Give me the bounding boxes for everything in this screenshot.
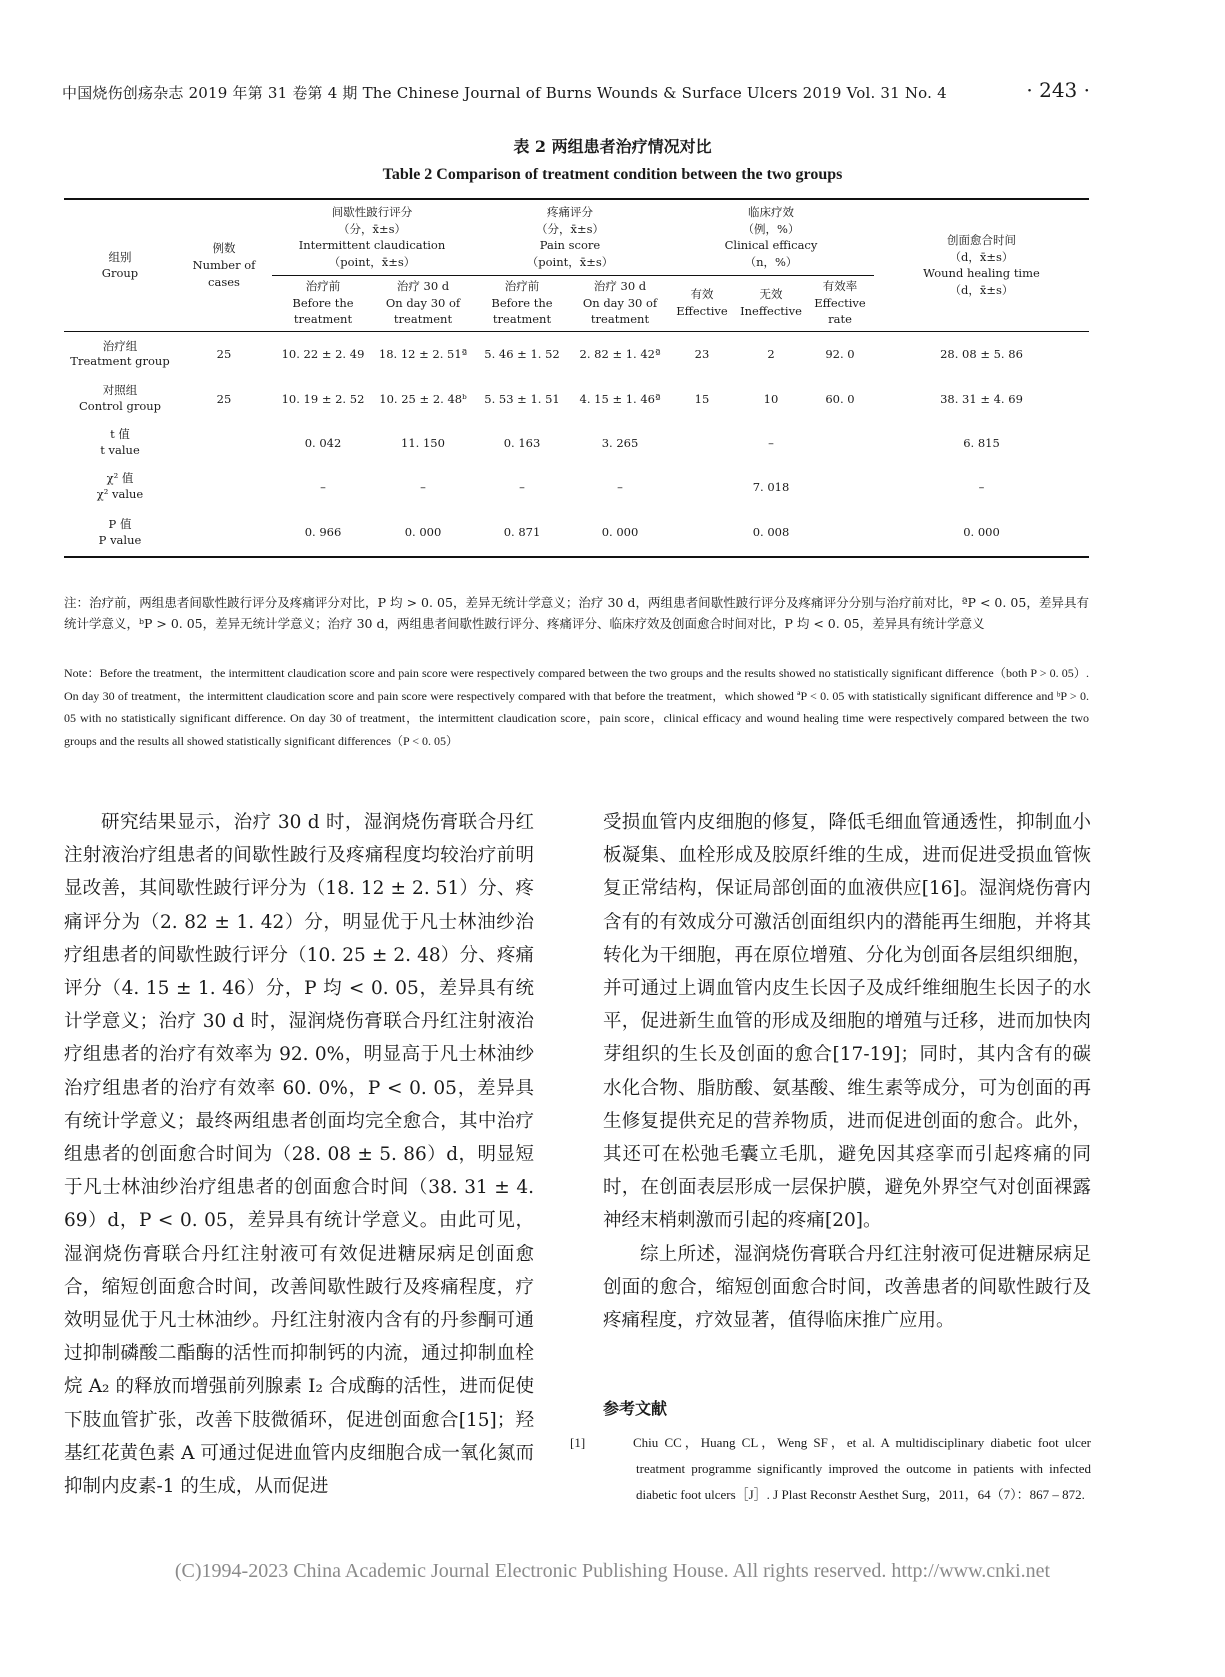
cell-cases: 25 [216,391,232,406]
cell-efficacy: 0. 008 [668,509,874,557]
row-label: t 值 t value [100,427,140,457]
table-row [64,421,1089,465]
header-clinical-efficacy: 临床疗效 （例，%） Clinical efficacy （n，%） [668,199,874,275]
table-note-en: Note：Before the treatment，the intermittent claudication score and pain score were respectively compared between the two groups and the results showed no statistically significant difference（both P > 0. 05）. On day 30 of treatment，the intermittent claudication score and pain score were respectively compared with that before the treatment，which showed ªP < 0. 05 with statistically significant difference and ᵇP > 0. 05 with no statistically significant difference. On day 30 of treatment，the intermittent claudication score，pain score，clinical efficacy and wound healing time were respectively compared between the two groups and the results all showed statistically significant differences（P < 0. 05） [64,666,1089,748]
table-caption-cn: 表 2 两组患者治疗情况对比 [513,137,712,156]
cell-ic-day30: 0. 000 [374,509,472,557]
cell-ic-before: 0. 966 [272,509,374,557]
cell-ineffective: 2 [767,346,775,361]
cell-pain-day30: 0. 000 [572,509,668,557]
cell-ic-before: 10. 22 ± 2. 49 [281,346,365,361]
cell-ic-before: 10. 19 ± 2. 52 [281,391,365,406]
cell-ic-day30: – [420,479,426,494]
row-label: 对照组 Control group [78,383,162,413]
row-label: 治疗组 Treatment group [70,338,170,369]
cell-pain-before: 0. 163 [503,435,541,450]
cell-ic-before: – [320,479,326,494]
cell-efficacy: – [768,435,774,450]
copyright-footer: (C)1994-2023 China Academic Journal Electronic Publishing House. All rights reserved. http://www.cnki.net [174,1560,1051,1582]
reference-number: [1] [570,1435,586,1450]
reference-text: Chiu CC，Huang CL，Weng SF，et al. A multidisciplinary diabetic foot ulcer treatment programme significantly improved the outcome in patients with infected diabetic foot ulcers［J］. J Plast Reconstr Aesthet Surg，2011，64（7）：867 – 872. [633,1435,1091,1502]
header-ic-day30: 治疗 30 d On day 30 of treatment [374,275,472,331]
row-label: P 值 P value [64,509,176,557]
header-effective: 有效 Effective [668,275,736,331]
body-paragraph: 综上所述，湿润烧伤膏联合丹红注射液可促进糖尿病足创面的愈合，缩短创面愈合时间，改善患者的间歇性跛行及疼痛程度，疗效显著，值得临床推广应用。 [603,1243,1091,1332]
cell-healing: 6. 815 [963,435,1000,450]
body-column-left [64,806,534,1503]
header-intermittent-claudication: 间歇性跛行评分 （分，x̄±s） Intermittent claudication （point，x̄±s） [272,199,472,275]
cell-ic-day30: 11. 150 [401,435,445,450]
cell-pain-before: 0. 871 [472,509,572,557]
cell-healing: 38. 31 ± 4. 69 [940,391,1023,406]
body-paragraph: 受损血管内皮细胞的修复，降低毛细血管通透性，抑制血小板凝集、血栓形成及胶原纤维的生成，进而促进受损血管恢复正常结构，保证局部创面的血液供应[16]。湿润烧伤膏内含有的有效成分可激活创面组织内的潜能再生细胞，并将其转化为干细胞，再在原位增殖、分化为创面各层组织细胞，并可通过上调血管内皮生长因子及成纤维细胞生长因子的水平，促进新生血管的形成及细胞的增殖与迁移，进而加快肉芽组织的生长及创面的愈合[17-19]；同时，其内含有的碳水化合物、脂肪酸、氨基酸、维生素等成分，可为创面的再生修复提供充足的营养物质，进而促进创面的愈合。此外，其还可在松弛毛囊立毛肌，避免因其痉挛而引起疼痛的同时，在创面表层形成一层保护膜，避免外界空气对创面裸露神经末梢刺激而引起的疼痛[20]。 [603,812,1091,1232]
cell-pain-day30: 2. 82 ± 1. 42ª [579,346,661,361]
row-label: χ² 值 χ² value [96,471,144,501]
header-effective-rate: 有效率 Effective rate [806,275,874,331]
reference-item [570,1430,1091,1508]
cell-efficacy: 7. 018 [752,479,790,494]
table-row [64,377,1089,421]
header-cases: 例数 Number of cases [176,199,272,331]
page-number: · 243 · [1026,78,1090,102]
cell-pain-day30: 4. 15 ± 1. 46ª [579,391,661,406]
cell-healing: 0. 000 [874,509,1089,557]
treatment-comparison-table [64,198,1089,558]
cell-pain-day30: 3. 265 [601,435,639,450]
header-group: 组别 Group [64,199,176,331]
header-ineffective: 无效 Ineffective [736,275,806,331]
header-pain-day30: 治疗 30 d On day 30 of treatment [572,275,668,331]
table-note-cn: 注：治疗前，两组患者间歇性跛行评分及疼痛评分对比，P 均 > 0. 05，差异无统计学意义；治疗 30 d，两组患者间歇性跛行评分及疼痛评分分别与治疗前对比，ªP < 0. 05，差异具有统计学意义，ᵇP > 0. 05，差异无统计学意义；治疗 30 d，两组患者间歇性跛行评分、疼痛评分、临床疗效及创面愈合时间对比，P 均 < 0. 05，差异具有统计学意义 [64,595,1089,631]
header-ic-before: 治疗前 Before the treatment [272,275,374,331]
cell-healing: – [978,479,985,494]
references-heading: 参考文献 [603,1399,668,1418]
table-row [64,509,1089,557]
running-header [62,78,1090,106]
cell-pain-day30: – [617,479,623,494]
journal-title: 中国烧伤创疡杂志 2019 年第 31 卷第 4 期 The Chinese Journal of Burns Wounds & Surface Ulcers 2019 Vol. 31 No. 4 [62,84,947,102]
header-pain-before: 治疗前 Before the treatment [472,275,572,331]
cell-ic-day30: 18. 12 ± 2. 51ª [378,346,468,361]
cell-effective: 15 [694,391,710,406]
cell-pain-before: – [519,479,525,494]
cell-rate: 92. 0 [825,346,855,361]
cell-healing: 28. 08 ± 5. 86 [940,346,1023,361]
table-row [64,465,1089,509]
body-column-right [603,806,1091,1337]
cell-ic-day30: 10. 25 ± 2. 48ᵇ [379,391,467,406]
body-paragraph: 研究结果显示，治疗 30 d 时，湿润烧伤膏联合丹红注射液治疗组患者的间歇性跛行及疼痛程度均较治疗前明显改善，其间歇性跛行评分为（18. 12 ± 2. 51）分、疼痛评分为（2. 82 ± 1. 42）分，明显优于凡士林油纱治疗组患者的间歇性跛行评分（10. 25 ± 2. 48）分、疼痛评分（4. 15 ± 1. 46）分，P 均 < 0. 05，差异具有统计学意义；治疗 30 d 时，湿润烧伤膏联合丹红注射液治疗组患者的治疗有效率为 92. 0%，明显高于凡士林油纱治疗组患者的治疗有效率 60. 0%，P < 0. 05，差异具有统计学意义；最终两组患者创面均完全愈合，其中治疗组患者的创面愈合时间为（28. 08 ± 5. 86）d，明显短于凡士林油纱治疗组患者的创面愈合时间（38. 31 ± 4. 69）d，P < 0. 05，差异具有统计学意义。由此可见，湿润烧伤膏联合丹红注射液可有效促进糖尿病足创面愈合，缩短创面愈合时间，改善间歇性跛行及疼痛程度，疗效明显优于凡士林油纱。丹红注射液内含有的丹参酮可通过抑制磷酸二酯酶的活性而抑制钙的内流，通过抑制血栓烷 A₂ 的释放而增强前列腺素 I₂ 合成酶的活性，进而促使下肢血管扩张，改善下肢微循环，促进创面愈合[15]；羟基红花黄色素 A 可通过促进血管内皮细胞合成一氧化氮而抑制内皮素-1 的生成，从而促进 [64,812,534,1498]
cell-effective: 23 [694,346,710,361]
table-caption-en: Table 2 Comparison of treatment condition between the two groups [382,166,843,183]
cell-pain-before: 5. 46 ± 1. 52 [484,346,560,361]
table-row [64,331,1089,377]
cell-ineffective: 10 [763,391,779,406]
cell-ic-before: 0. 042 [304,435,342,450]
header-pain-score: 疼痛评分 （分，x̄±s） Pain score （point，x̄±s） [472,199,668,275]
cell-rate: 60. 0 [825,391,855,406]
cell-pain-before: 5. 53 ± 1. 51 [484,391,560,406]
cell-cases: 25 [216,346,232,361]
header-wound-healing-time: 创面愈合时间 （d，x̄±s） Wound healing time （d，x̄±s） [874,199,1089,331]
reference-list [570,1430,1091,1508]
